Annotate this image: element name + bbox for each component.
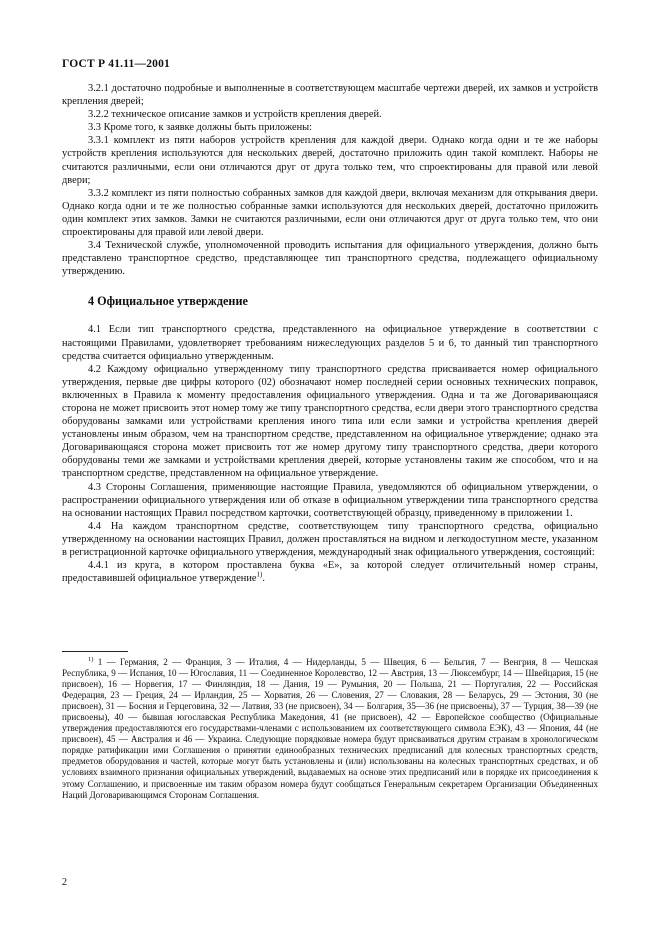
paragraph-4-4: 4.4 На каждом транспортном средстве, соответствующем типу транспортного средства, официально утвержденному на основании настоящих Правил, должен проставляться на видном и легкодоступном месте, указанном в регистрационной карточке официального утверждения, международный знак официального утверждения, состоящий: — [62, 520, 598, 558]
section-heading: 4 Официальное утверждение — [88, 294, 248, 309]
paragraph-4-1: 4.1 Если тип транспортного средства, представленного на официальное утверждение в соответствии с настоящими Правилами, удовлетворяет требованиям нижеследующих разделов 5 и 6, то данный тип транспортного средства считается официально утвержденным. — [62, 324, 598, 362]
page-header-standard-code: ГОСТ Р 41.11—2001 — [62, 58, 171, 70]
paragraph-4-2: 4.2 Каждому официально утвержденному типу транспортного средства присваивается номер официального утверждения, первые две цифры которого (02) обозначают номер последней серии основных технических поправок, включенных в Правила к моменту предоставления официального утверждения. Одна и та же Договаривающаяся сторона не может присвоить этот номер тому же типу транспортного средства, если двери этого транспортного средства оборудованы замками или устройствами крепления иного типа или если замки и устройства крепления дверей установлены иным образом, чем на транспортном средстве, представленном на официальное утверждение; однако эта Договаривающаяся сторона может присвоить тот же номер другому типу транспортного средства, двери которого оборудованы теми же замками и устройствами крепления дверей, которые установлены таким же способом, что и на транспортном средстве, представленном на официальное утверждение. — [62, 363, 598, 480]
footnote-mark: 1) — [88, 655, 94, 663]
paragraph-3-2-1: 3.2.1 достаточно подробные и выполненные в соответствующем масштабе чертежи дверей, их замков и устройств крепления дверей; — [62, 83, 598, 108]
footnote — [62, 657, 598, 801]
paragraph-3-3-1: 3.3.1 комплект из пяти наборов устройств крепления для каждой двери. Однако когда одни и те же наборы устройств крепления используются для нескольких дверей, достаточно приложить один такой комплект. Наборы не считаются различными, если они отличаются друг от друга только тем, что спроектированы для правой или левой двери; — [62, 135, 598, 186]
footnote-separator — [62, 651, 128, 652]
paragraph-3-4: 3.4 Технической службе, уполномоченной проводить испытания для официального утверждения, должно быть представлено транспортное средство, представляющее тип транспортного средства, подлежащего официальному утверждению. — [62, 240, 598, 278]
page-number: 2 — [62, 877, 67, 888]
footnote-text-block — [62, 657, 598, 801]
document-body — [62, 82, 598, 585]
footnote-text: 1 — Германия, 2 — Франция, 3 — Италия, 4 — Нидерланды, 5 — Швеция, 6 — Бельгия, 7 — Венгрия, 8 — Чешская Республика, 9 — Испания, 10 — Югославия, 11 — Соединенное Королевство, 12 — Австрия, 13 — Люксембург, 14 — Швейцария, 15 (не присвоен), 16 — Норвегия, 17 — Финляндия, 18 — Дания, 19 — Румыния, 20 — Польша, 21 — Португалия, 22 — Российская Федерация, 23 — Греция, 24 — Ирландия, 25 — Хорватия, 26 — Словения, 27 — Словакия, 28 — Беларусь, 29 — Эстония, 30 (не присвоен), 31 — Босния и Герцеговина, 32 — Латвия, 33 (не присвоен), 34 — Болгария, 35—36 (не присвоены), 37 — Турция, 38—39 (не присвоены), 40 — бывшая югославская Республика Македония, 41 (не присвоен), 42 — Европейское сообщество (Официальные утверждения предоставляются его государствами-членами с использованием их соответствующего символа ЕЭК), 43 — Япония, 44 (не присвоен), 45 — Австралия и 46 — Украина. Следующие порядковые номера будут присваиваться другим странам в хронологическом порядке ратификации ими Соглашения о принятии единообразных технических предписаний для колесных транспортных средств, предметов оборудования и частей, которые могут быть установлены и (или) использованы на колесных транспортных средствах, и об условиях взаимного признания официальных утверждений, выдаваемых на основе этих предписаний или в порядке их присоединения к этому Соглашению, и присвоенные им таким образом номера будут сообщаться Генеральным секретарем Организации Объединенных Наций Договаривающимся Сторонам Соглашения. — [62, 657, 598, 800]
paragraph-3-3: 3.3 Кроме того, к заявке должны быть приложены: — [88, 122, 313, 134]
paragraph-4-4-1-end: . — [262, 573, 265, 585]
paragraph-4-3: 4.3 Стороны Соглашения, применяющие настоящие Правила, уведомляются об официальном утверждении, о распространении официального утверждения или об отказе в официальном утверждении типа транспортного средства на основании настоящих Правил посредством карточки, соответствующей образцу, приведенному в приложении 1. — [62, 481, 598, 519]
paragraph-3-3-2: 3.3.2 комплект из пяти полностью собранных замков для каждой двери, включая механизм для открывания двери. Однако когда одни и те же полностью собранные замки используются для нескольких дверей, достаточно приложить один комплект этих замков. Замки не считаются различными, если они отличаются друг от друга только тем, что они спроектированы для правой или левой двери. — [62, 187, 598, 239]
paragraph-4-4-1 — [62, 559, 598, 585]
footnote-reference[interactable]: 1) — [256, 570, 263, 579]
paragraph-4-4-1-text: 4.4.1 из круга, в котором проставлена буква «Е», за которой следует отличительный номер страны, предоставившей официальное утверждение — [62, 560, 598, 585]
paragraph-3-2-2: 3.2.2 техническое описание замков и устройств крепления дверей. — [88, 109, 382, 121]
